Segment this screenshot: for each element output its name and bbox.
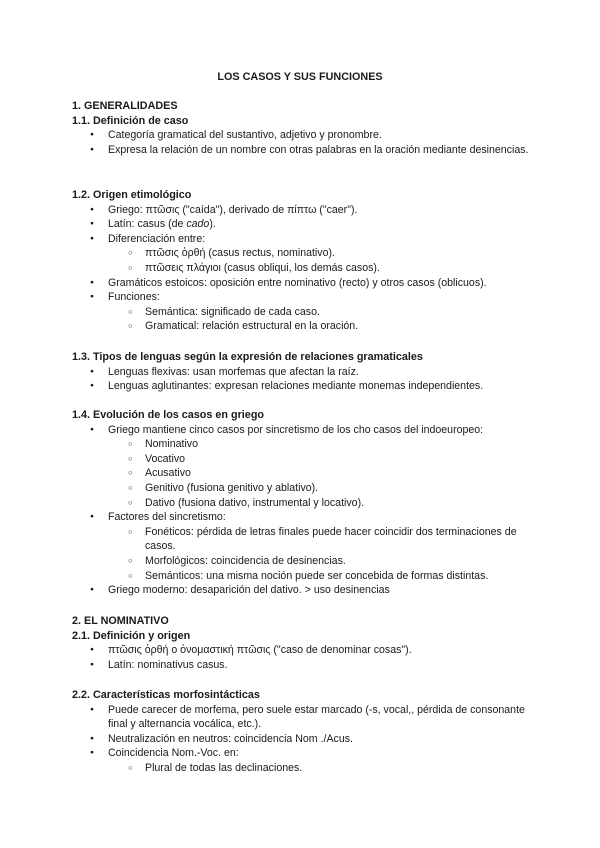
document-title: LOS CASOS Y SUS FUNCIONES	[217, 71, 383, 83]
list-item: ● Funciones: ○ Semántica: significado de cada caso. ○ Gramatical: relación estructural en la oración.	[72, 290, 532, 334]
section-1-heading: 1. GENERALIDADES	[72, 100, 178, 112]
sub-list-item: ○ Fonéticos: pérdida de letras finales puede hacer coincidir dos terminaciones de casos.	[108, 525, 532, 554]
sub-list-item: ○ πτῶσεις πλάγιοι (casus obliqui, los demás casos).	[108, 261, 532, 276]
sub-list-item: ○ πτῶσις ὀρθή (casus rectus, nominativo).	[108, 246, 532, 261]
sub-list-item: ○ Genitivo (fusiona genitivo y ablativo).	[108, 481, 532, 496]
section-2-block	[72, 614, 532, 672]
sub-list-item: ○ Gramatical: relación estructural en la oración.	[108, 319, 532, 334]
sub-list-item: ○ Nominativo	[108, 437, 532, 452]
sub-list	[72, 761, 532, 776]
list-item: ● Puede carecer de morfema, pero suele estar marcado (-s, vocal,, pérdida de consonante final y alternancia vocálica, etc.).	[72, 703, 532, 732]
list-item: ● Gramáticos estoicos: oposición entre nominativo (recto) y otros casos (oblicuos).	[72, 276, 532, 291]
section-1-2-heading: 1.2. Origen etimológico	[72, 189, 192, 201]
section-2-2-heading: 2.2. Características morfosintácticas	[72, 689, 260, 701]
section-1-3-heading: 1.3. Tipos de lenguas según la expresión de relaciones gramaticales	[72, 351, 423, 363]
section-2-1-heading: 2.1. Definición y origen	[72, 629, 191, 642]
section-1-1-heading: 1.1. Definición de caso	[72, 114, 189, 127]
list-item: ● Categoría gramatical del sustantivo, adjetivo y pronombre.	[72, 128, 532, 143]
sub-list	[72, 305, 532, 334]
section-2-1-list	[72, 643, 532, 672]
list-item: ● Latín: casus (de cado).	[72, 217, 532, 232]
list-item: ● Diferenciación entre: ○ πτῶσις ὀρθή (casus rectus, nominativo). ○ πτῶσεις πλάγιοι (casus obliqui, los demás casos).	[72, 232, 532, 276]
list-item: ● Coincidencia Nom.-Voc. en: ○ Plural de todas las declinaciones.	[72, 746, 532, 775]
list-item: ● Expresa la relación de un nombre con otras palabras en la oración mediante desinencias.	[72, 143, 532, 158]
sub-list	[72, 246, 532, 275]
section-1-4-list	[72, 423, 532, 598]
section-2-heading: 2. EL NOMINATIVO	[72, 615, 169, 627]
sub-list-item: ○ Vocativo	[108, 452, 532, 467]
sub-list	[72, 525, 532, 583]
list-item: ● Factores del sincretismo: ○ Fonéticos: pérdida de letras finales puede hacer coincidir dos terminaciones de casos. ○ Morfológicos: coincidencia de desinencias. ○ Semánticos: una misma noción puede ser concebida de formas distintas.	[72, 510, 532, 583]
list-item: ● πτῶσις ὀρθή o ὀνομαστική πτῶσις ("caso de denominar cosas").	[72, 643, 532, 658]
sub-list-item: ○ Plural de todas las declinaciones.	[108, 761, 532, 776]
list-item: ● Latín: nominativus casus.	[72, 658, 532, 673]
sub-list-item: ○ Semánticos: una misma noción puede ser concebida de formas distintas.	[108, 569, 532, 584]
section-1-1-list	[72, 128, 532, 157]
sub-list	[72, 437, 532, 510]
section-1-2-block	[72, 188, 532, 334]
sub-list-item: ○ Semántica: significado de cada caso.	[108, 305, 532, 320]
list-item: ● Lenguas flexivas: usan morfemas que afectan la raíz.	[72, 365, 532, 380]
section-1-4-block	[72, 408, 532, 598]
section-1-3-block	[72, 350, 532, 394]
list-item: ● Griego: πτῶσις ("caída"), derivado de πίπτω ("caer").	[72, 203, 532, 218]
section-2-2-block	[72, 688, 532, 776]
list-item: ● Griego moderno: desaparición del dativo. > uso desinencias	[72, 583, 532, 598]
list-item: ● Lenguas aglutinantes: expresan relaciones mediante monemas independientes.	[72, 379, 532, 394]
sub-list-item: ○ Dativo (fusiona dativo, instrumental y locativo).	[108, 496, 532, 511]
list-item: ● Neutralización en neutros: coincidencia Nom ./Acus.	[72, 732, 532, 747]
list-item: ● Griego mantiene cinco casos por sincretismo de los cho casos del indoeuropeo: ○ Nominativo ○ Vocativo ○ Acusativo ○ Genitivo (fusiona genitivo y ablativo). ○ Dativo (fusiona dativo, instrumental y locativo).	[72, 423, 532, 511]
section-1-3-list	[72, 365, 532, 394]
section-1-2-list	[72, 203, 532, 334]
section-1-block	[72, 99, 532, 157]
sub-list-item: ○ Acusativo	[108, 466, 532, 481]
sub-list-item: ○ Morfológicos: coincidencia de desinencias.	[108, 554, 532, 569]
section-1-4-heading: 1.4. Evolución de los casos en griego	[72, 409, 265, 421]
section-2-2-list	[72, 703, 532, 776]
